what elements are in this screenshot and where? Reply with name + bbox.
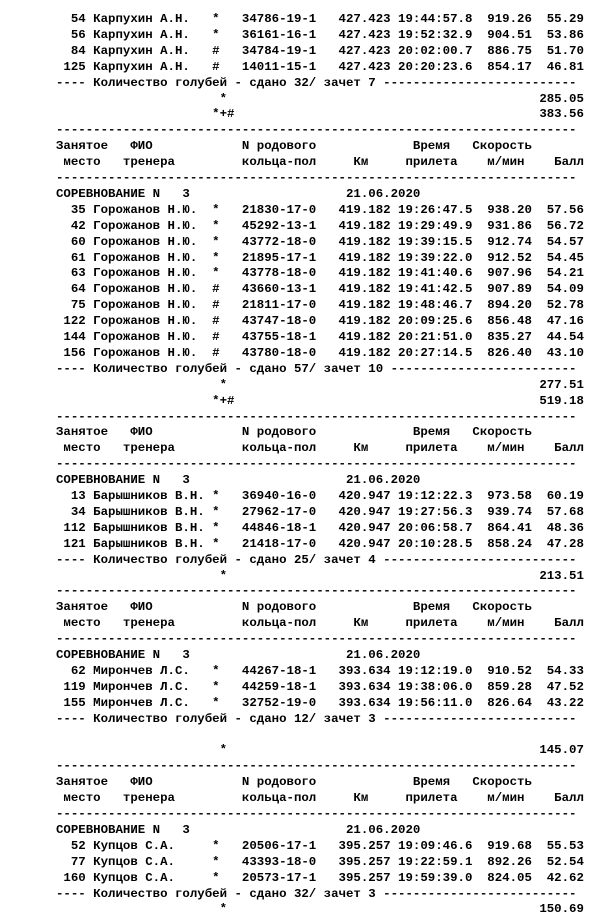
report-line: 121 Барышников В.Н. * 21418-17-0 420.947 20:10:28.5 858.24 47.28 (56, 536, 584, 551)
report-line: 77 Купцов С.А. * 43393-18-0 395.257 19:22:59.1 892.26 52.54 (56, 854, 584, 869)
report-line: 52 Купцов С.А. * 20506-17-1 395.257 19:09:46.6 919.68 55.53 (56, 838, 584, 853)
report-line: 122 Горожанов Н.Ю. # 43747-18-0 419.182 20:09:25.6 856.48 47.16 (56, 314, 584, 329)
report-line: ---- Количество голубей - сдано 12/ зачет 3 -------------------------- (56, 711, 577, 726)
report-line: Занятое ФИО N родового Время Скорость (56, 139, 532, 154)
report-line: 156 Горожанов Н.Ю. # 43780-18-0 419.182 20:27:14.5 826.40 43.10 (56, 345, 584, 360)
report-line: место тренера кольца-пол Км прилета м/мин Балл (56, 441, 584, 456)
report-line: 155 Мирончев Л.С. * 32752-19-0 393.634 19:56:11.0 826.64 43.22 (56, 695, 584, 710)
report-line: СОРЕВНОВАНИЕ N 3 21.06.2020 (56, 648, 421, 662)
report-line: 144 Горожанов Н.Ю. # 43755-18-1 419.182 20:21:51.0 835.27 44.54 (56, 330, 584, 344)
report-line: 125 Карпухин А.Н. # 14011-15-1 427.423 20:20:23.6 854.17 46.81 (56, 59, 584, 74)
report-line: 112 Барышников В.Н. * 44846-18-1 420.947 20:06:58.7 864.41 48.36 (56, 520, 584, 535)
report-line: 62 Мирончев Л.С. * 44267-18-1 393.634 19:12:19.0 910.52 54.33 (56, 663, 584, 678)
report-line: 42 Горожанов Н.Ю. * 45292-13-1 419.182 19:29:49.9 931.86 56.72 (56, 218, 584, 233)
report-line: 54 Карпухин А.Н. * 34786-19-1 427.423 19:44:57.8 919.26 55.29 (56, 12, 584, 26)
report-line: СОРЕВНОВАНИЕ N 3 21.06.2020 (56, 186, 421, 201)
report-line: место тренера кольца-пол Км прилета м/мин Балл (56, 616, 584, 631)
report-line: *+# 519.18 (56, 393, 584, 408)
report-line: ---- Количество голубей - сдано 32/ зачет 3 -------------------------- (56, 886, 577, 901)
report-line: ---------------------------------------------------------------------- (56, 457, 577, 472)
report-line: 119 Мирончев Л.С. * 44259-18-1 393.634 19:38:06.0 859.28 47.52 (56, 679, 584, 694)
report-line: * 285.05 (56, 91, 584, 106)
report-line: * 150.69 (56, 902, 584, 916)
report-line: Занятое ФИО N родового Время Скорость (56, 425, 532, 440)
report-line: * 145.07 (56, 743, 584, 758)
report-line: ---- Количество голубей - сдано 25/ зачет 4 -------------------------- (56, 552, 577, 567)
report-line: ---------------------------------------------------------------------- (56, 807, 577, 821)
report-line: место тренера кольца-пол Км прилета м/мин Балл (56, 155, 584, 170)
report-line: * 277.51 (56, 377, 584, 392)
report-line: * 213.51 (56, 568, 584, 583)
report-line: ---- Количество голубей - сдано 32/ зачет 7 -------------------------- (56, 75, 577, 90)
report-line: СОРЕВНОВАНИЕ N 3 21.06.2020 (56, 822, 421, 837)
report-line: 64 Горожанов Н.Ю. # 43660-13-1 419.182 19:41:42.5 907.89 54.09 (56, 282, 584, 297)
report-line: 56 Карпухин А.Н. * 36161-16-1 427.423 19:52:32.9 904.51 53.86 (56, 27, 584, 42)
report-line: Занятое ФИО N родового Время Скорость (56, 775, 532, 790)
report-line: 60 Горожанов Н.Ю. * 43772-18-0 419.182 19:39:15.5 912.74 54.57 (56, 234, 584, 249)
report-line: Занятое ФИО N родового Время Скорость (56, 600, 532, 615)
report-line: 61 Горожанов Н.Ю. * 21895-17-1 419.182 19:39:22.0 912.52 54.45 (56, 250, 584, 265)
report-line: 35 Горожанов Н.Ю. * 21830-17-0 419.182 19:26:47.5 938.20 57.56 (56, 202, 584, 217)
report-line: ---- Количество голубей - сдано 57/ зачет 10 ------------------------- (56, 361, 577, 376)
report-line (56, 728, 596, 742)
report-line: СОРЕВНОВАНИЕ N 3 21.06.2020 (56, 473, 421, 488)
report-line: 75 Горожанов Н.Ю. # 21811-17-0 419.182 19:48:46.7 894.20 52.78 (56, 298, 584, 313)
report-line: 84 Карпухин А.Н. # 34784-19-1 427.423 20:02:00.7 886.75 51.70 (56, 43, 584, 58)
report-line: *+# 383.56 (56, 107, 584, 122)
report-line: 34 Барышников В.Н. * 27962-17-0 420.947 19:27:56.3 939.74 57.68 (56, 504, 584, 519)
report-line: место тренера кольца-пол Км прилета м/мин Балл (56, 791, 584, 806)
report-line: ---------------------------------------------------------------------- (56, 171, 577, 185)
report-line: 160 Купцов С.А. * 20573-17-1 395.257 19:59:39.0 824.05 42.62 (56, 870, 584, 885)
report-line: 63 Горожанов Н.Ю. * 43778-18-0 419.182 19:41:40.6 907.96 54.21 (56, 266, 584, 281)
report-line: ---------------------------------------------------------------------- (56, 409, 577, 424)
report-line: ---------------------------------------------------------------------- (56, 584, 577, 599)
report-line: ---------------------------------------------------------------------- (56, 632, 577, 647)
report-line: 13 Барышников В.Н. * 36940-16-0 420.947 19:12:22.3 973.58 60.19 (56, 489, 584, 503)
report-line: ---------------------------------------------------------------------- (56, 759, 577, 774)
report-line: ---------------------------------------------------------------------- (56, 123, 577, 138)
